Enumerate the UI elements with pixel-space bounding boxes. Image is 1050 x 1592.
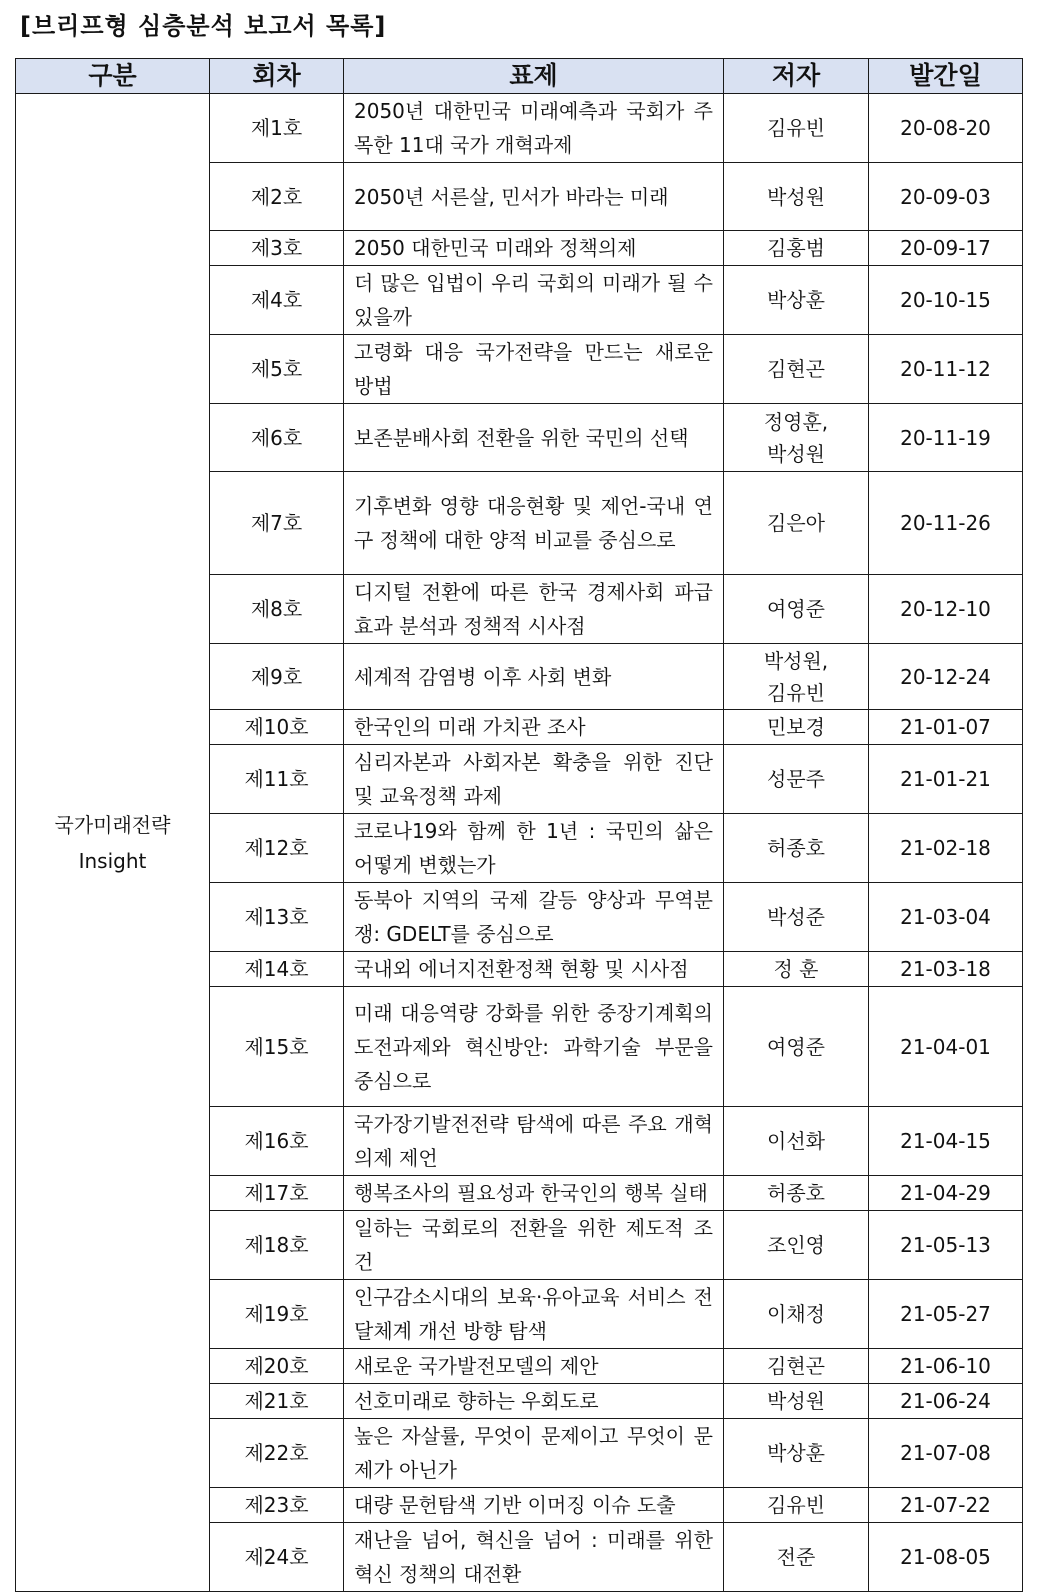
report-title: 인구감소시대의 보육·유아교육 서비스 전달체계 개선 방향 탐색 [344,1280,724,1349]
report-title: 한국인의 미래 가치관 조사 [344,710,724,745]
table-body [16,94,1023,1592]
author-name: 김현곤 [767,1354,825,1378]
publish-date: 21-01-07 [869,710,1023,745]
header-date: 발간일 [869,59,1023,94]
author-name: 성문주 [767,767,825,791]
issue-number: 제18호 [210,1211,344,1280]
report-title: 동북아 지역의 국제 갈등 양상과 무역분쟁: GDELT를 중심으로 [344,883,724,952]
table-header [16,59,1023,94]
publish-date: 21-08-05 [869,1523,1023,1592]
issue-number: 제24호 [210,1523,344,1592]
author-name: 전준 [776,1545,816,1569]
issue-number: 제16호 [210,1107,344,1176]
report-title: 국내외 에너지전환정책 현황 및 시사점 [344,952,724,987]
report-title: 더 많은 입법이 우리 국회의 미래가 될 수 있을까 [344,266,724,335]
report-author [724,1107,869,1176]
author-name: 김유빈 [767,1493,825,1517]
author-name: 허종호 [767,836,825,860]
report-title: 보존분배사회 전환을 위한 국민의 선택 [344,404,724,472]
publish-date: 21-07-08 [869,1419,1023,1488]
author-name: 박성원 [767,184,825,209]
author-name: 박성원 [767,441,825,466]
report-title: 국가장기발전전략 탐색에 따른 주요 개혁의제 제언 [344,1107,724,1176]
publish-date: 20-08-20 [869,94,1023,163]
report-title: 2050년 대한민국 미래예측과 국회가 주목한 11대 국가 개혁과제 [344,94,724,163]
publish-date: 20-10-15 [869,266,1023,335]
report-title: 고령화 대응 국가전략을 만드는 새로운 방법 [344,335,724,404]
report-author [724,814,869,883]
report-title: 재난을 넘어, 혁신을 넘어 : 미래를 위한 혁신 정책의 대전환 [344,1523,724,1592]
publish-date: 21-06-24 [869,1384,1023,1419]
report-list-table [15,58,1023,1592]
report-title: 미래 대응역량 강화를 위한 중장기계획의 도전과제와 혁신방안: 과학기술 부문을 중심으로 [344,987,724,1107]
publish-date: 21-02-18 [869,814,1023,883]
publish-date: 20-12-10 [869,575,1023,644]
category-cell [16,94,210,1592]
report-author [724,644,869,710]
issue-number: 제23호 [210,1488,344,1523]
report-author [724,1176,869,1211]
issue-number: 제19호 [210,1280,344,1349]
issue-number: 제17호 [210,1176,344,1211]
report-title: 심리자본과 사회자본 확충을 위한 진단 및 교육정책 과제 [344,745,724,814]
author-name: 김현곤 [767,357,825,381]
issue-number: 제21호 [210,1384,344,1419]
issue-number: 제1호 [210,94,344,163]
issue-number: 제10호 [210,710,344,745]
report-author [724,1488,869,1523]
author-name: 김홍범 [767,236,825,260]
table-row [16,94,1023,163]
publish-date: 21-01-21 [869,745,1023,814]
report-author [724,163,869,231]
report-title: 디지털 전환에 따른 한국 경제사회 파급효과 분석과 정책적 시사점 [344,575,724,644]
author-name: 박상훈 [767,288,825,312]
issue-number: 제14호 [210,952,344,987]
publish-date: 20-11-19 [869,404,1023,472]
publish-date: 21-06-10 [869,1349,1023,1384]
issue-number: 제9호 [210,644,344,710]
report-author [724,710,869,745]
publish-date: 21-03-18 [869,952,1023,987]
author-name: 정 훈 [773,957,819,981]
issue-number: 제22호 [210,1419,344,1488]
report-title: 코로나19와 함께 한 1년 : 국민의 삶은 어떻게 변했는가 [344,814,724,883]
author-name: 이선화 [767,1129,825,1153]
issue-number: 제6호 [210,404,344,472]
author-name: 박성원 [767,1389,825,1413]
report-author [724,404,869,472]
report-author [724,987,869,1107]
publish-date: 20-11-26 [869,472,1023,575]
issue-number: 제12호 [210,814,344,883]
report-title: 2050년 서른살, 민서가 바라는 미래 [344,163,724,231]
category-subtitle: Insight [78,848,147,873]
issue-number: 제11호 [210,745,344,814]
report-author [724,231,869,266]
report-author [724,1419,869,1488]
publish-date: 20-11-12 [869,335,1023,404]
author-name: 박상훈 [767,1441,825,1465]
report-author [724,266,869,335]
report-title: 높은 자살률, 무엇이 문제이고 무엇이 문제가 아닌가 [344,1419,724,1488]
report-title: 세계적 감염병 이후 사회 변화 [344,644,724,710]
issue-number: 제15호 [210,987,344,1107]
author-name: 조인영 [767,1233,825,1257]
publish-date: 21-03-04 [869,883,1023,952]
issue-number: 제7호 [210,472,344,575]
report-title: 대량 문헌탐색 기반 이머징 이슈 도출 [344,1488,724,1523]
author-name: 민보경 [767,715,825,739]
header-issue: 회차 [210,59,344,94]
report-author [724,1211,869,1280]
author-name: 김유빈 [767,116,825,140]
issue-number: 제8호 [210,575,344,644]
issue-number: 제3호 [210,231,344,266]
publish-date: 21-04-29 [869,1176,1023,1211]
report-author [724,1280,869,1349]
publish-date: 21-04-15 [869,1107,1023,1176]
category-name: 국가미래전략 [54,812,171,837]
author-name: 김은아 [767,511,825,535]
header-row [16,59,1023,94]
report-title: 일하는 국회로의 전환을 위한 제도적 조건 [344,1211,724,1280]
report-author [724,952,869,987]
header-author: 저자 [724,59,869,94]
report-author [724,745,869,814]
issue-number: 제2호 [210,163,344,231]
author-name: 박성원, [763,648,829,673]
publish-date: 21-05-27 [869,1280,1023,1349]
report-author [724,575,869,644]
publish-date: 20-12-24 [869,644,1023,710]
report-title: 2050 대한민국 미래와 정책의제 [344,231,724,266]
report-title: 행복조사의 필요성과 한국인의 행복 실태 [344,1176,724,1211]
author-name: 정영훈, [763,409,829,434]
issue-number: 제5호 [210,335,344,404]
publish-date: 21-07-22 [869,1488,1023,1523]
report-title: 선호미래로 향하는 우회도로 [344,1384,724,1419]
publish-date: 21-05-13 [869,1211,1023,1280]
author-name: 허종호 [767,1181,825,1205]
report-author [724,335,869,404]
document-title: [브리프형 심층분석 보고서 목록] [20,12,387,40]
issue-number: 제4호 [210,266,344,335]
report-author [724,1384,869,1419]
publish-date: 21-04-01 [869,987,1023,1107]
author-name: 이채정 [767,1302,825,1326]
report-author [724,883,869,952]
report-title: 새로운 국가발전모델의 제안 [344,1349,724,1384]
author-name: 여영준 [767,597,825,621]
author-name: 박성준 [767,905,825,929]
report-author [724,1523,869,1592]
issue-number: 제20호 [210,1349,344,1384]
publish-date: 20-09-17 [869,231,1023,266]
header-category: 구분 [16,59,210,94]
header-title: 표제 [344,59,724,94]
author-name: 김유빈 [767,680,825,705]
report-title: 기후변화 영향 대응현황 및 제언-국내 연구 정책에 대한 양적 비교를 중심으로 [344,472,724,575]
author-name: 여영준 [767,1034,825,1059]
publish-date: 20-09-03 [869,163,1023,231]
issue-number: 제13호 [210,883,344,952]
report-author [724,94,869,163]
report-author [724,472,869,575]
report-author [724,1349,869,1384]
